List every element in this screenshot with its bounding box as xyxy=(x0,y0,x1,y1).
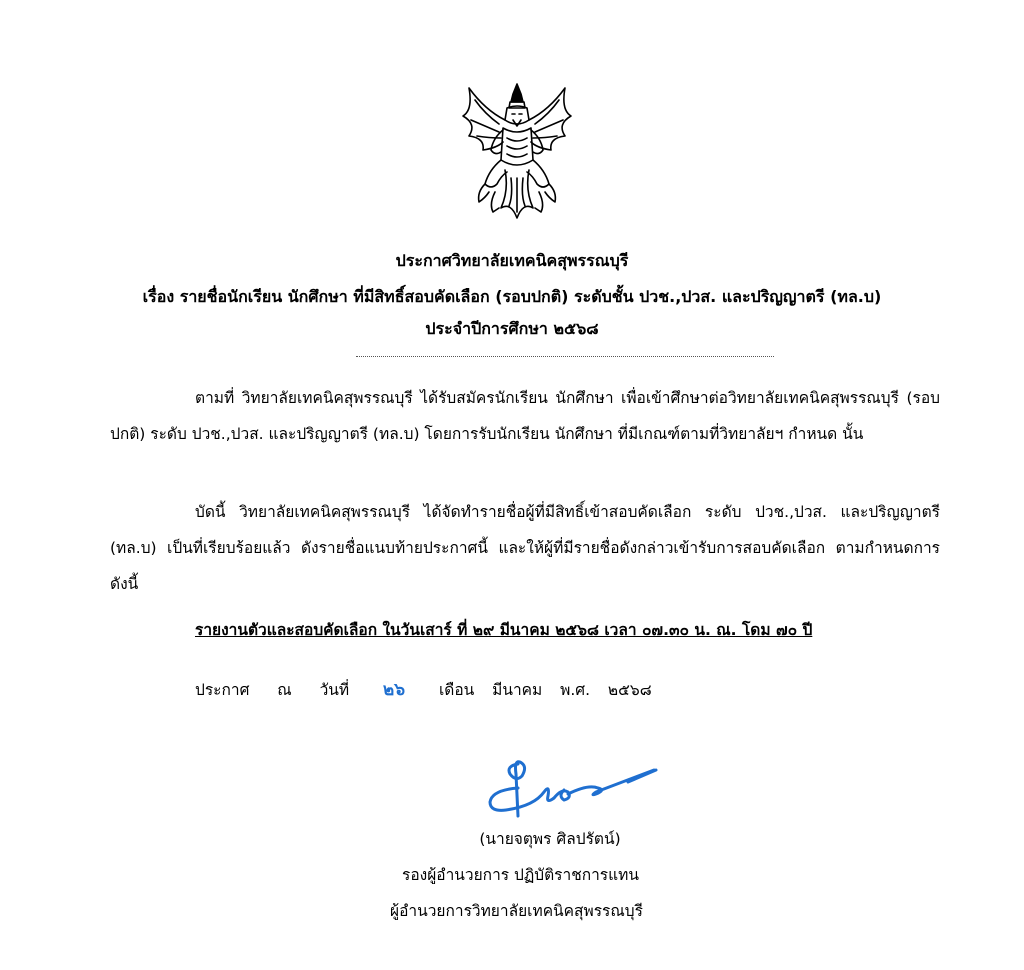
body-paragraph-2: บัดนี้ วิทยาลัยเทคนิคสุพรรณบุรี ได้จัดทำรายชื่อผู้ที่มีสิทธิ์เข้าสอบคัดเลือก ระดับ ปวช.,ปวส. และปริญญาตรี (ทล.บ) เป็นที่เรียบร้อยแล้ว ดังรายชื่อแนบท้ายประกาศนี้ และให้ผู้ที่มีรายชื่อดังกล่าวเข้ารับการสอบคัดเลือก ตามกำหนดการดังนี้ xyxy=(110,503,940,593)
announcement-title: ประกาศวิทยาลัยเทคนิคสุพรรณบุรี xyxy=(395,251,629,270)
signer-position-2: ผู้อำนวยการวิทยาลัยเทคนิคสุพรรณบุรี xyxy=(390,902,643,920)
day-value: ๒๖ xyxy=(383,680,406,700)
garuda-emblem-icon xyxy=(455,80,579,230)
month-value: มีนาคม xyxy=(492,681,543,699)
body-paragraph-1: ตามที่ วิทยาลัยเทคนิคสุพรรณบุรี ได้รับสมัครนักเรียน นักศึกษา เพื่อเข้าศึกษาต่อวิทยาลัยเทคนิคสุพรรณบุรี (รอบปกติ) ระดับ ปวช.,ปวส. และปริญญาตรี (ทล.บ) โดยการรับนักเรียน นักศึกษา ที่มีเกณฑ์ตามที่วิทยาลัยฯ กำหนด นั้น xyxy=(110,389,940,443)
exam-schedule-line: รายงานตัวและสอบคัดเลือก ในวันเสาร์ ที่ ๒๙ มีนาคม ๒๕๖๘ เวลา ๐๗.๓๐ น. ณ. โดม ๗๐ ปี xyxy=(195,621,813,639)
handwritten-signature xyxy=(478,752,668,824)
announcement-subject: เรื่อง รายชื่อนักเรียน นักศึกษา ที่มีสิทธิ์สอบคัดเลือก (รอบปกติ) ระดับชั้น ปวช.,ปวส. และปริญญาตรี (ทล.บ) xyxy=(142,287,882,306)
day-label: วันที่ xyxy=(319,681,350,699)
signer-name: (นายจตุพร ศิลปรัตน์) xyxy=(479,830,621,848)
announcement-date-line xyxy=(195,676,652,703)
year-value: ๒๕๖๘ xyxy=(607,681,652,699)
signer-position-1: รองผู้อำนวยการ ปฏิบัติราชการแทน xyxy=(402,866,639,884)
dotted-separator xyxy=(356,356,774,357)
academic-year-line: ประจำปีการศึกษา ๒๕๖๘ xyxy=(425,319,599,338)
at-label: ณ xyxy=(277,681,292,699)
year-label: พ.ศ. xyxy=(560,681,591,699)
month-label: เดือน xyxy=(438,681,475,699)
announce-label: ประกาศ xyxy=(195,681,250,699)
